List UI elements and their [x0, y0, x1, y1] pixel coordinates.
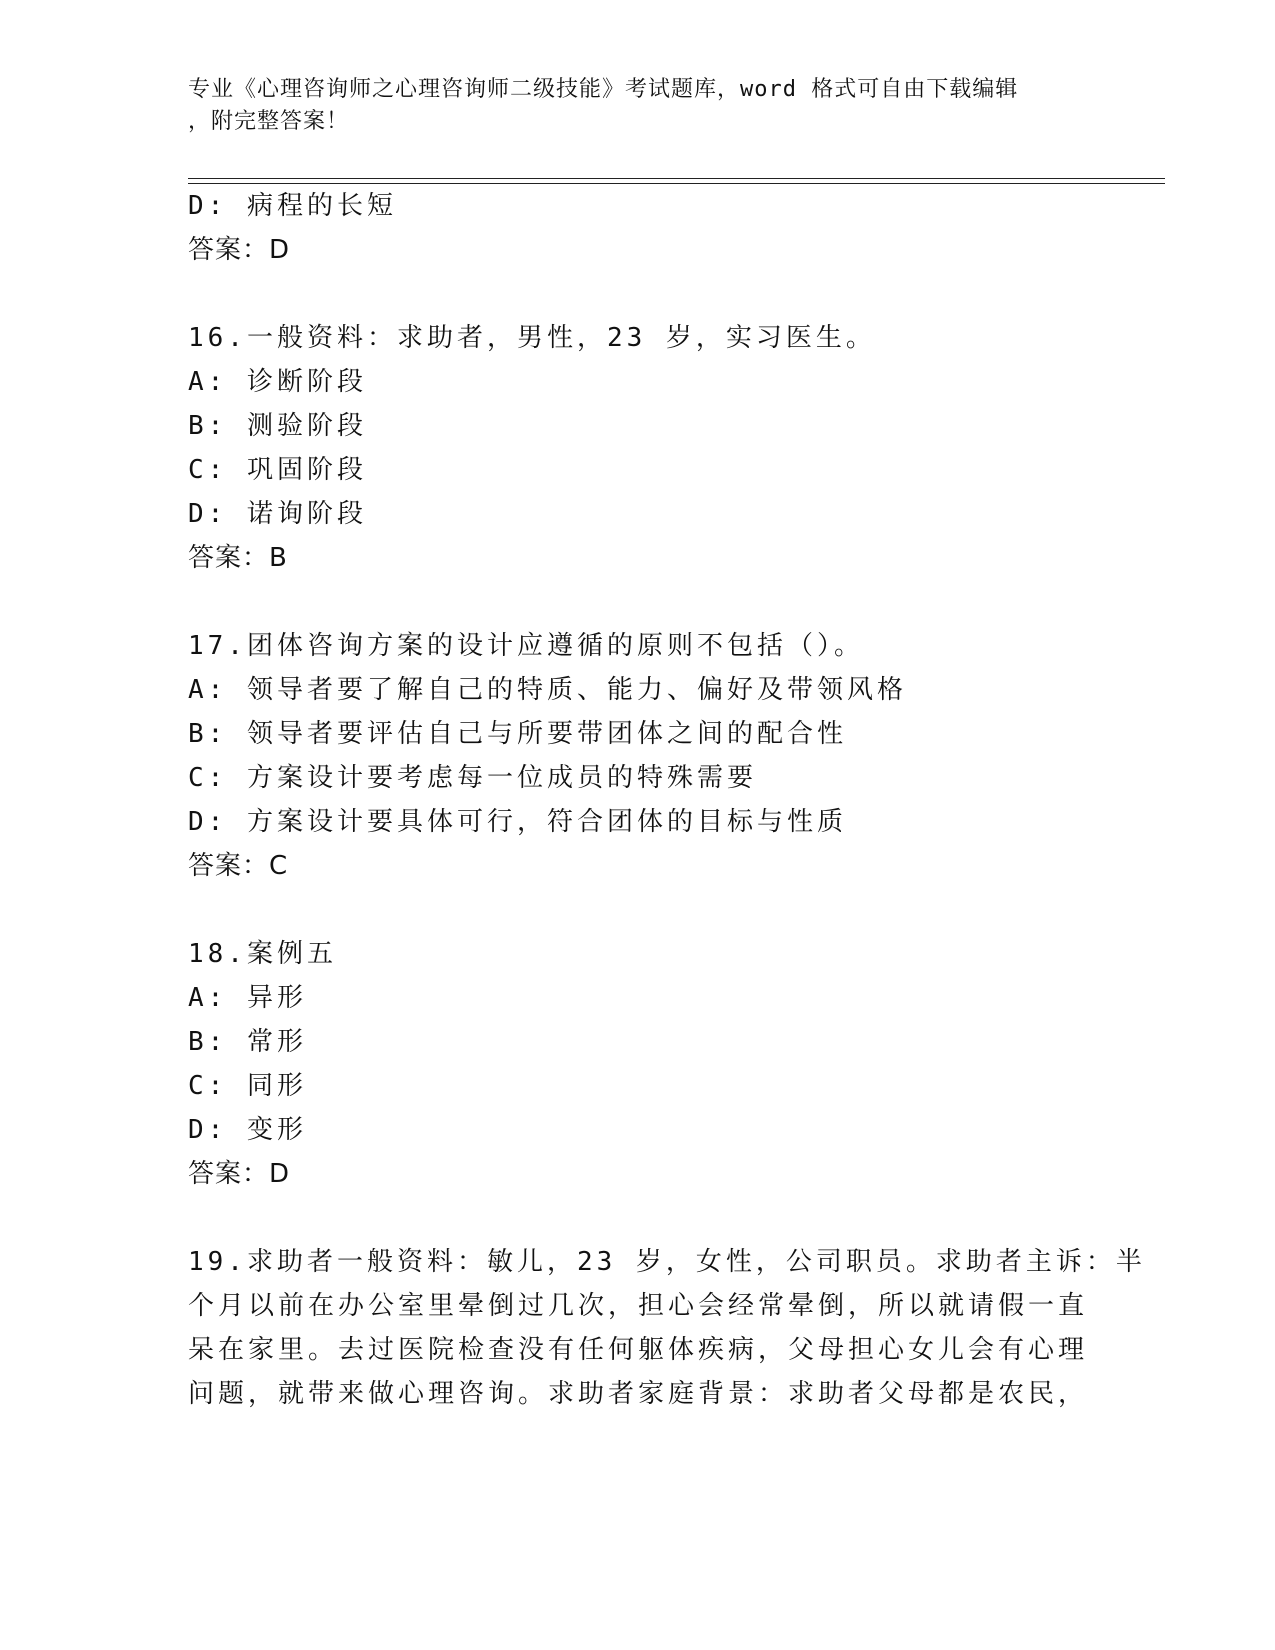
q19-stem-line-1: 19.求助者一般资料：敏儿，23 岁，女性，公司职员。求助者主诉：半 — [188, 1247, 1146, 1277]
q16-option-c: C: 巩固阶段 — [188, 455, 367, 485]
header-divider-bottom — [188, 183, 1165, 184]
prev-option-d: D: 病程的长短 — [188, 191, 397, 221]
header-line-2: ，附完整答案！ — [188, 109, 350, 134]
header-divider-top — [188, 178, 1165, 179]
q16-option-a: A: 诊断阶段 — [188, 367, 367, 397]
q17-stem: 17.团体咨询方案的设计应遵循的原则不包括（）。 — [188, 631, 864, 661]
q17-option-b: B: 领导者要评估自己与所要带团体之间的配合性 — [188, 719, 847, 749]
q17-option-d: D: 方案设计要具体可行，符合团体的目标与性质 — [188, 807, 847, 837]
q16-option-b: B: 测验阶段 — [188, 411, 367, 441]
q19-stem-line-4: 问题，就带来做心理咨询。求助者家庭背景：求助者父母都是农民， — [188, 1379, 1089, 1409]
q19-stem-line-3: 呆在家里。去过医院检查没有任何躯体疾病，父母担心女儿会有心理 — [188, 1335, 1089, 1365]
q18-option-d: D: 变形 — [188, 1115, 307, 1145]
q17-option-a: A: 领导者要了解自己的特质、能力、偏好及带领风格 — [188, 675, 907, 705]
q18-option-b: B: 常形 — [188, 1027, 307, 1057]
q18-option-c: C: 同形 — [188, 1071, 307, 1101]
q16-option-d: D: 诺询阶段 — [188, 499, 367, 529]
q16-answer: 答案：B — [188, 543, 288, 573]
q16-stem: 16.一般资料：求助者，男性，23 岁，实习医生。 — [188, 323, 876, 353]
q18-option-a: A: 异形 — [188, 983, 307, 1013]
q17-answer: 答案：C — [188, 851, 289, 881]
q17-option-c: C: 方案设计要考虑每一位成员的特殊需要 — [188, 763, 757, 793]
q18-stem: 18.案例五 — [188, 939, 337, 969]
q19-stem-line-2: 个月以前在办公室里晕倒过几次，担心会经常晕倒，所以就请假一直 — [188, 1291, 1089, 1321]
prev-answer: 答案：D — [188, 235, 291, 265]
header-line-1: 专业《心理咨询师之心理咨询师二级技能》考试题库，word 格式可自由下载编辑 — [188, 77, 1019, 102]
document-header — [188, 74, 1068, 138]
q18-answer: 答案：D — [188, 1159, 291, 1189]
